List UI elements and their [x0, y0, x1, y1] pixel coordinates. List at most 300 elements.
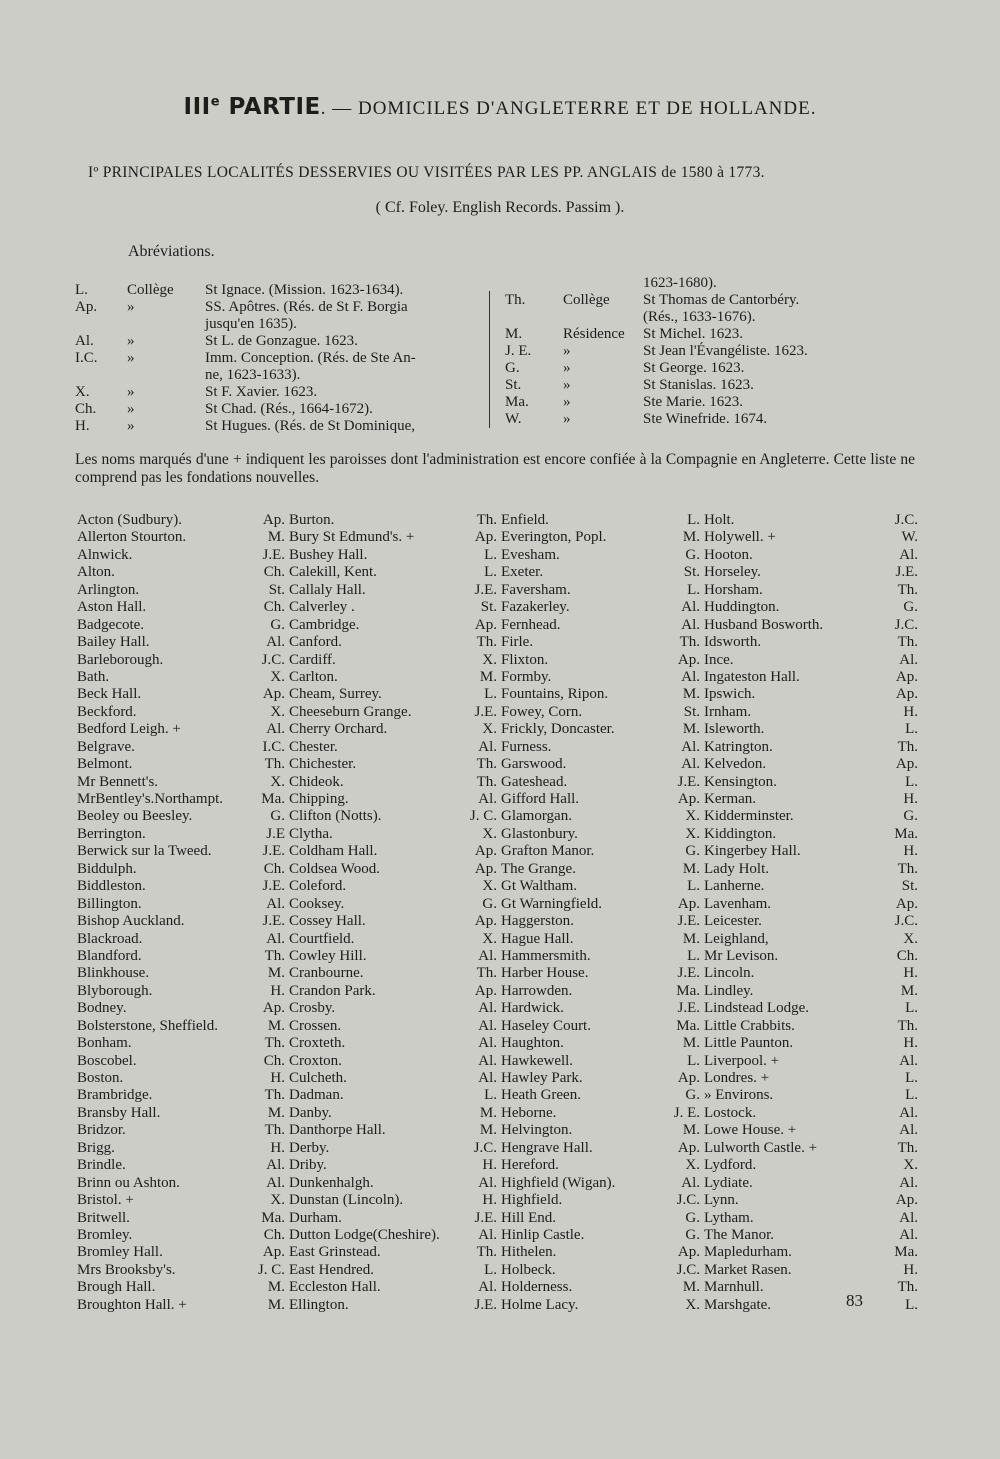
residence-code: Ap.: [262, 1000, 285, 1017]
locality-entry: [77, 1122, 257, 1139]
locality-entry: [77, 913, 257, 930]
locality-name: Lydiate.: [704, 1174, 753, 1191]
locality-name: Hardwick.: [501, 1000, 564, 1017]
locality-name: Faversham.: [501, 581, 571, 598]
residence-code: Th.: [264, 947, 285, 964]
locality-entry: [245, 896, 465, 913]
abbreviation-description: St Michel. 1623.: [643, 326, 743, 342]
residence-code: H.: [903, 1035, 918, 1052]
residence-code: Ap.: [895, 756, 918, 773]
abbreviation-row: [505, 411, 920, 428]
locality-name: Hawkewell.: [501, 1052, 574, 1069]
locality-name: Lanherne.: [704, 878, 765, 895]
residence-code: J.C.: [676, 1192, 700, 1209]
locality-name: Dunkenhalgh.: [289, 1174, 374, 1191]
locality-entry: [77, 721, 257, 738]
abbreviation-description: Imm. Conception. (Rés. de Ste An-: [205, 350, 416, 366]
locality-entry: [870, 948, 918, 965]
locality-name: Isleworth.: [704, 721, 765, 738]
locality-entry: [660, 1070, 870, 1087]
residence-code: Th.: [897, 738, 918, 755]
residence-code: Al.: [478, 1035, 497, 1052]
locality-name: Flixton.: [501, 651, 549, 668]
locality-name: Evesham.: [501, 546, 560, 563]
locality-entry: [870, 808, 918, 825]
residence-code: L.: [687, 878, 700, 895]
locality-entry: [455, 1157, 670, 1174]
residence-code: Al.: [478, 791, 497, 807]
locality-name: Huddington.: [704, 599, 780, 616]
residence-code: Al.: [899, 1104, 918, 1121]
locality-entry: [77, 896, 257, 913]
locality-column-4: [660, 512, 870, 1314]
locality-name: Blackroad.: [77, 930, 143, 947]
locality-name: Cowley Hill.: [289, 947, 367, 964]
residence-code: G.: [685, 546, 700, 563]
locality-entry: [870, 1192, 918, 1209]
residence-code: Al.: [681, 738, 700, 755]
residence-code: Al.: [478, 1052, 497, 1069]
locality-entry: [245, 965, 465, 982]
locality-name: Kensington.: [704, 773, 777, 790]
locality-entry: [77, 529, 257, 546]
residence-code: L.: [484, 686, 497, 703]
locality-entry: [455, 1000, 670, 1017]
locality-name: Badgecote.: [77, 616, 145, 633]
locality-entry: [870, 1053, 918, 1070]
locality-name: Little Crabbits.: [704, 1017, 795, 1034]
locality-entry: [77, 1140, 257, 1157]
residence-code: Al.: [681, 616, 700, 633]
abbreviation-row: [75, 418, 487, 435]
locality-entry: [245, 1105, 465, 1122]
locality-name: Fountains, Ripon.: [501, 686, 609, 703]
residence-code: Ap.: [262, 686, 285, 703]
locality-entry: [870, 599, 918, 616]
locality-entry: [245, 861, 465, 878]
residence-code: Al.: [266, 930, 285, 947]
locality-name: Exeter.: [501, 564, 544, 581]
residence-code: L.: [905, 773, 918, 790]
residence-code: Ap.: [895, 895, 918, 912]
residence-code: H.: [482, 1157, 497, 1174]
locality-name: Hooton.: [704, 546, 753, 563]
locality-name: Cossey Hall.: [289, 913, 366, 930]
locality-name: Britwell.: [77, 1209, 130, 1226]
residence-code: Ch.: [263, 599, 285, 616]
locality-entry: [245, 582, 465, 599]
locality-name: Croxton.: [289, 1052, 342, 1069]
abbreviation-description: (Rés., 1633-1676).: [643, 309, 756, 325]
locality-name: Chester.: [289, 738, 338, 755]
locality-name: Broughton Hall. +: [77, 1296, 187, 1313]
abbreviation-row: [75, 350, 487, 367]
locality-entry: [660, 913, 870, 930]
locality-entry: [245, 948, 465, 965]
locality-entry: [245, 1053, 465, 1070]
residence-code: M.: [267, 1104, 285, 1121]
locality-name: Canford.: [289, 634, 342, 651]
locality-entry: [455, 512, 670, 529]
locality-entry: [77, 634, 257, 651]
residence-code: H.: [903, 1261, 918, 1278]
locality-entry: [870, 843, 918, 860]
residence-code: M.: [479, 1122, 497, 1139]
locality-name: Kelvedon.: [704, 756, 767, 773]
abbreviation-description: St Hugues. (Rés. de St Dominique,: [205, 418, 415, 434]
locality-entry: [77, 843, 257, 860]
locality-entry: [660, 634, 870, 651]
locality-name: Bath.: [77, 668, 110, 685]
abbreviation-row: [505, 326, 920, 343]
locality-entry: [77, 1035, 257, 1052]
abbreviation-code: Al.: [75, 333, 94, 349]
locality-name: Chipping.: [289, 791, 349, 807]
locality-entry: [77, 1053, 257, 1070]
locality-entry: [870, 1070, 918, 1087]
abbreviation-type: »: [563, 343, 571, 359]
abbreviation-code: L.: [75, 282, 88, 298]
locality-entry: [245, 913, 465, 930]
residence-code: J.E.: [474, 581, 497, 598]
residence-code: M.: [682, 860, 700, 877]
abbreviation-type: Résidence: [563, 326, 625, 342]
locality-name: Chichester.: [289, 756, 357, 773]
part-word: PARTIE: [228, 94, 321, 120]
residence-code: Al.: [681, 1174, 700, 1191]
residence-code: Al.: [899, 1226, 918, 1243]
locality-name: Cranbourne.: [289, 965, 364, 982]
locality-entry: [245, 1018, 465, 1035]
residence-code: W.: [901, 529, 918, 546]
abbreviations-right: [505, 275, 920, 428]
locality-name: Brinn ou Ashton.: [77, 1174, 180, 1191]
abbreviation-type: »: [127, 401, 135, 417]
locality-name: Kerman.: [704, 791, 757, 807]
locality-entry: [660, 1157, 870, 1174]
residence-code: X.: [903, 930, 918, 947]
locality-entry: [77, 1175, 257, 1192]
residence-code: G.: [685, 1087, 700, 1104]
residence-code: X.: [903, 1157, 918, 1174]
residence-code: Th.: [897, 1279, 918, 1296]
locality-entry: [660, 529, 870, 546]
residence-code: Ma.: [261, 791, 285, 807]
locality-name: Calekill, Kent.: [289, 564, 377, 581]
locality-name: Lincoln.: [704, 965, 755, 982]
residence-code: Ap.: [677, 651, 700, 668]
page-title: [0, 94, 1000, 121]
locality-name: Derby.: [289, 1139, 330, 1156]
residence-code: J.E.: [895, 564, 918, 581]
residence-code: Al.: [478, 1000, 497, 1017]
locality-entry: [660, 652, 870, 669]
residence-code: M.: [267, 1296, 285, 1313]
locality-entry: [455, 529, 670, 546]
locality-entry: [245, 931, 465, 948]
locality-entry: [77, 547, 257, 564]
locality-entry: [870, 529, 918, 546]
residence-code: M.: [682, 1035, 700, 1052]
locality-name: Beckford.: [77, 703, 137, 720]
locality-name: Horseley.: [704, 564, 761, 581]
locality-name: Callaly Hall.: [289, 581, 366, 598]
locality-name: Blyborough.: [77, 982, 153, 999]
residence-code: Ma.: [894, 1244, 918, 1261]
locality-entry: [660, 1262, 870, 1279]
locality-name: Eccleston Hall.: [289, 1279, 381, 1296]
residence-code: Al.: [899, 1209, 918, 1226]
locality-name: Bristol. +: [77, 1192, 134, 1209]
locality-entry: [455, 1244, 670, 1261]
locality-entry: [455, 686, 670, 703]
locality-entry: [455, 843, 670, 860]
locality-name: Lindley.: [704, 982, 754, 999]
locality-name: Ipswich.: [704, 686, 756, 703]
locality-entry: [870, 739, 918, 756]
locality-entry: [870, 1000, 918, 1017]
residence-code: Ap.: [474, 843, 497, 860]
abbreviation-description: jusqu'en 1635).: [205, 316, 297, 332]
residence-code: Al.: [899, 1174, 918, 1191]
residence-code: L.: [905, 1070, 918, 1086]
locality-name: Mr Levison.: [704, 947, 779, 964]
locality-entry: [245, 1244, 465, 1261]
abbreviation-description: Ste Winefride. 1674.: [643, 411, 768, 427]
locality-entry: [245, 1140, 465, 1157]
locality-entry: [660, 896, 870, 913]
page-number: 83: [846, 1291, 863, 1310]
residence-code: M.: [682, 686, 700, 703]
residence-code: St.: [683, 703, 700, 720]
locality-name: Courtfield.: [289, 930, 355, 947]
residence-code: Th.: [476, 512, 497, 528]
locality-name: Mapledurham.: [704, 1244, 792, 1261]
residence-code: L.: [484, 1087, 497, 1104]
locality-entry: [77, 1105, 257, 1122]
locality-entry: [455, 1087, 670, 1104]
locality-entry: [77, 1227, 257, 1244]
abbreviation-code: St.: [505, 377, 522, 393]
locality-name: Clifton (Notts).: [289, 808, 382, 825]
locality-entry: [870, 721, 918, 738]
residence-code: Al.: [266, 634, 285, 651]
residence-code: Ch.: [263, 1226, 285, 1243]
locality-entry: [245, 1122, 465, 1139]
residence-code: J.E.: [474, 703, 497, 720]
locality-name: Firle.: [501, 634, 534, 651]
residence-code: J.E.: [262, 546, 285, 563]
abbreviation-description: 1623-1680).: [643, 275, 717, 291]
locality-name: Bransby Hall.: [77, 1104, 161, 1121]
residence-code: J.C.: [676, 1261, 700, 1278]
residence-code: Ap.: [474, 860, 497, 877]
locality-name: Irnham.: [704, 703, 752, 720]
locality-name: Bury St Edmund's. +: [289, 529, 415, 546]
locality-name: Gt Warningfield.: [501, 895, 602, 912]
locality-name: Ingateston Hall.: [704, 668, 800, 685]
locality-entry: [870, 1035, 918, 1052]
locality-entry: [660, 791, 870, 808]
locality-name: MrBentley's.Northampt.: [77, 791, 224, 807]
locality-entry: [455, 1279, 670, 1296]
locality-name: Leighland,: [704, 930, 769, 947]
locality-name: Boscobel.: [77, 1052, 137, 1069]
locality-entry: [245, 791, 465, 808]
locality-entry: [245, 529, 465, 546]
residence-code: X.: [685, 808, 700, 825]
locality-entry: [870, 564, 918, 581]
locality-entry: [660, 617, 870, 634]
locality-entry: [660, 965, 870, 982]
locality-entry: [870, 1175, 918, 1192]
residence-code: Th.: [897, 860, 918, 877]
locality-name: Billington.: [77, 895, 142, 912]
residence-code: X.: [685, 825, 700, 842]
locality-name: Bolsterstone, Sheffield.: [77, 1017, 218, 1034]
locality-entry: [245, 1175, 465, 1192]
locality-entry: [455, 1297, 670, 1314]
locality-entry: [77, 652, 257, 669]
locality-name: Berwick sur la Tweed.: [77, 843, 212, 860]
locality-entry: [870, 1105, 918, 1122]
part-sup: e: [210, 94, 221, 110]
residence-code: Th.: [264, 756, 285, 773]
abbreviation-code: W.: [505, 411, 522, 427]
locality-name: Durham.: [289, 1209, 342, 1226]
abbreviation-type: »: [127, 418, 135, 434]
locality-name: Alnwick.: [77, 546, 133, 563]
locality-entry: [455, 948, 670, 965]
locality-name: Highfield (Wigan).: [501, 1174, 616, 1191]
residence-code: J.E.: [262, 843, 285, 860]
abbreviation-description: St Chad. (Rés., 1664-1672).: [205, 401, 373, 417]
residence-code: St.: [480, 599, 497, 616]
residence-code: X.: [685, 1296, 700, 1313]
locality-name: Bishop Auckland.: [77, 913, 185, 930]
locality-entry: [77, 669, 257, 686]
residence-code: J.C.: [473, 1139, 497, 1156]
locality-entry: [77, 861, 257, 878]
locality-name: Horsham.: [704, 581, 763, 598]
locality-entry: [245, 634, 465, 651]
locality-name: Bodney.: [77, 1000, 127, 1017]
locality-name: Coleford.: [289, 878, 347, 895]
locality-entry: [455, 931, 670, 948]
locality-name: Bedford Leigh. +: [77, 721, 181, 738]
locality-entry: [660, 1210, 870, 1227]
locality-name: Lostock.: [704, 1104, 757, 1121]
abbreviation-type: »: [127, 299, 135, 315]
locality-entry: [245, 1297, 465, 1314]
locality-entry: [455, 721, 670, 738]
locality-entry: [455, 808, 670, 825]
locality-entry: [660, 1122, 870, 1139]
abbreviations-divider: [489, 291, 490, 428]
abbreviation-row: [505, 309, 920, 326]
abbreviations-heading: Abréviations.: [128, 243, 215, 260]
locality-name: Alton.: [77, 564, 115, 581]
locality-name: Beoley ou Beesley.: [77, 808, 193, 825]
residence-code: Th.: [476, 773, 497, 790]
locality-entry: [870, 1140, 918, 1157]
residence-code: Ap.: [262, 512, 285, 528]
locality-entry: [455, 634, 670, 651]
locality-name: Coldsea Wood.: [289, 860, 381, 877]
locality-entry: [455, 599, 670, 616]
locality-entry: [660, 564, 870, 581]
locality-entry: [455, 1035, 670, 1052]
locality-name: Dunstan (Lincoln).: [289, 1192, 404, 1209]
residence-code: Ma.: [894, 825, 918, 842]
locality-entry: [870, 931, 918, 948]
residence-code: G.: [685, 1209, 700, 1226]
locality-entry: [660, 1087, 870, 1104]
residence-code: Al.: [681, 668, 700, 685]
locality-entry: [870, 1210, 918, 1227]
abbreviation-row: [75, 333, 487, 350]
residence-code: H.: [482, 1192, 497, 1209]
locality-entry: [245, 1000, 465, 1017]
locality-entry: [245, 878, 465, 895]
residence-code: H.: [903, 965, 918, 982]
locality-name: Glastonbury.: [501, 825, 578, 842]
locality-name: Chideok.: [289, 773, 344, 790]
residence-code: Ap.: [474, 529, 497, 546]
locality-name: Cheam, Surrey.: [289, 686, 382, 703]
locality-name: Berrington.: [77, 825, 146, 842]
locality-entry: [870, 1244, 918, 1261]
locality-entry: [660, 843, 870, 860]
residence-code: Al.: [266, 721, 285, 738]
residence-code: Ma.: [676, 1017, 700, 1034]
locality-entry: [77, 582, 257, 599]
residence-code: Al.: [899, 651, 918, 668]
residence-code: Th.: [476, 965, 497, 982]
locality-name: Hague Hall.: [501, 930, 574, 947]
locality-entry: [870, 1227, 918, 1244]
locality-name: The Manor.: [704, 1226, 774, 1243]
locality-name: Belgrave.: [77, 738, 135, 755]
locality-entry: [455, 547, 670, 564]
locality-entry: [245, 704, 465, 721]
abbreviation-code: H.: [75, 418, 90, 434]
locality-name: Biddleston.: [77, 878, 146, 895]
locality-entry: [870, 878, 918, 895]
residence-code: Ap.: [895, 686, 918, 703]
locality-name: Hereford.: [501, 1157, 559, 1174]
locality-entry: [245, 1210, 465, 1227]
locality-name: Lytham.: [704, 1209, 754, 1226]
locality-name: Belmont.: [77, 756, 133, 773]
locality-name: Croxteth.: [289, 1035, 346, 1052]
locality-name: Ince.: [704, 651, 734, 668]
residence-code: L.: [905, 1296, 918, 1313]
residence-code: Th.: [897, 1017, 918, 1034]
abbreviation-description: St L. de Gonzague. 1623.: [205, 333, 358, 349]
locality-name: Hill End.: [501, 1209, 556, 1226]
locality-entry: [870, 1087, 918, 1104]
abbreviation-row: [505, 275, 920, 292]
section-subtitle: Iº PRINCIPALES LOCALITÉS DESSERVIES OU VISITÉES PAR LES PP. ANGLAIS de 1580 à 1773.: [88, 164, 765, 181]
locality-entry: [660, 826, 870, 843]
locality-name: Danthorpe Hall.: [289, 1122, 386, 1139]
locality-entry: [660, 1140, 870, 1157]
locality-entry: [245, 669, 465, 686]
locality-entry: [455, 582, 670, 599]
locality-entry: [77, 1070, 257, 1087]
locality-entry: [455, 564, 670, 581]
